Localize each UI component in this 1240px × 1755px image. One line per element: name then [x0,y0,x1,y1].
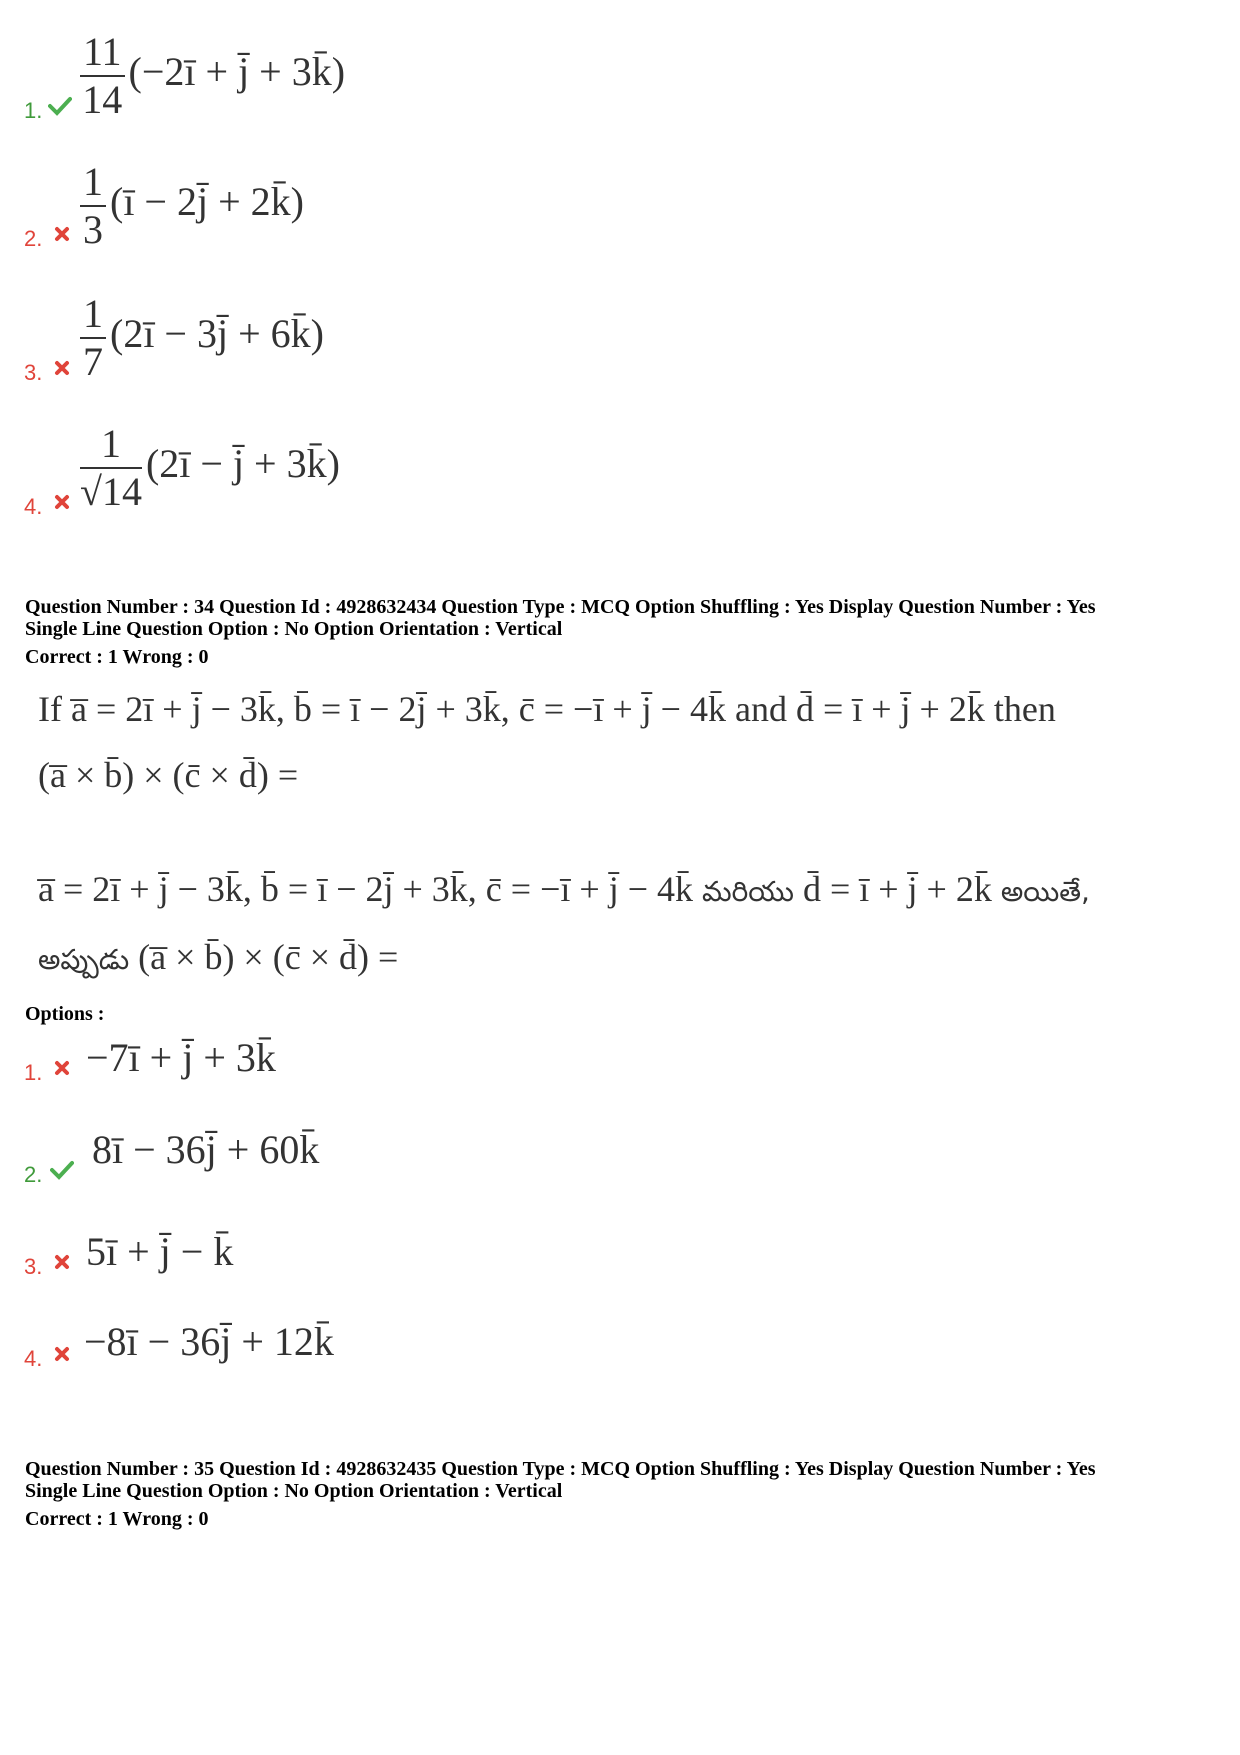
option-number: 3. [24,1254,43,1279]
cross-icon [54,1346,70,1362]
option-number: 2. [24,1162,43,1187]
check-icon [50,1160,74,1180]
option-expression: 8ī − 36j̄ + 60k̄ [92,1127,320,1172]
marks-line: Correct : 1 Wrong : 0 [25,1508,209,1530]
option-number: 1. [24,1060,43,1085]
meta-line-2: Single Line Question Option : No Option Orientation : Vertical [25,618,563,640]
cross-icon [54,1060,70,1076]
marks-line: Correct : 1 Wrong : 0 [25,646,209,668]
option-expression: −8ī − 36j̄ + 12k̄ [84,1319,334,1364]
question-meta [25,596,1095,640]
meta-line-1: Question Number : 35 Question Id : 4928632435 Question Type : MCQ Option Shuffling : Yes Display Question Number : Yes [25,1458,1096,1480]
option-number: 2. [24,226,43,251]
question-text-en-line-2: (a̅ × b̄) × (c̄ × d̄) = [38,755,299,795]
option-expression: $\frac{1}{√14}$ (2ī − j̄ + 3k̄) [80,421,340,514]
options-label: Options : [25,1003,105,1025]
option-number: 1. [24,98,43,123]
cross-icon [54,226,70,242]
question-text-te-line-1: a̅ = 2ī + j̄ − 3k̄, b̄ = ī − 2j̄ + 3k̄, c̄ = −ī + j̄ − 4k̄ మరియు d̄ = ī + j̄ + 2k̄ అయితే, [38,869,1090,909]
question-text-te-line-2: అప్పుడు (a̅ × b̄) × (c̄ × d̄) = [38,937,399,977]
check-icon [48,96,72,116]
cross-icon [54,360,70,376]
question-meta [25,1458,1095,1502]
question-text-en-line-1: If a̅ = 2ī + j̄ − 3k̄, b̄ = ī − 2j̄ + 3k̄, c̄ = −ī + j̄ − 4k̄ and d̄ = ī + j̄ + 2k̄ then [38,689,1056,729]
option-number: 4. [24,494,43,519]
cross-icon [54,494,70,510]
option-expression: $\frac{1}{3}$ (ī − 2j̄ + 2k̄) [80,162,304,250]
option-number: 4. [24,1346,43,1371]
option-number: 3. [24,360,43,385]
meta-line-1: Question Number : 34 Question Id : 4928632434 Question Type : MCQ Option Shuffling : Yes Display Question Number : Yes [25,596,1096,618]
option-expression: 5ī + j̄ − k̄ [86,1229,234,1274]
cross-icon [54,1254,70,1270]
option-expression: $\frac{1}{7}$ (2ī − 3j̄ + 6k̄) [80,294,324,382]
option-expression: $\frac{11}{14}$ (−2ī + j̄ + 3k̄) [80,32,345,120]
option-expression: −7ī + j̄ + 3k̄ [86,1035,276,1080]
meta-line-2: Single Line Question Option : No Option Orientation : Vertical [25,1480,563,1502]
